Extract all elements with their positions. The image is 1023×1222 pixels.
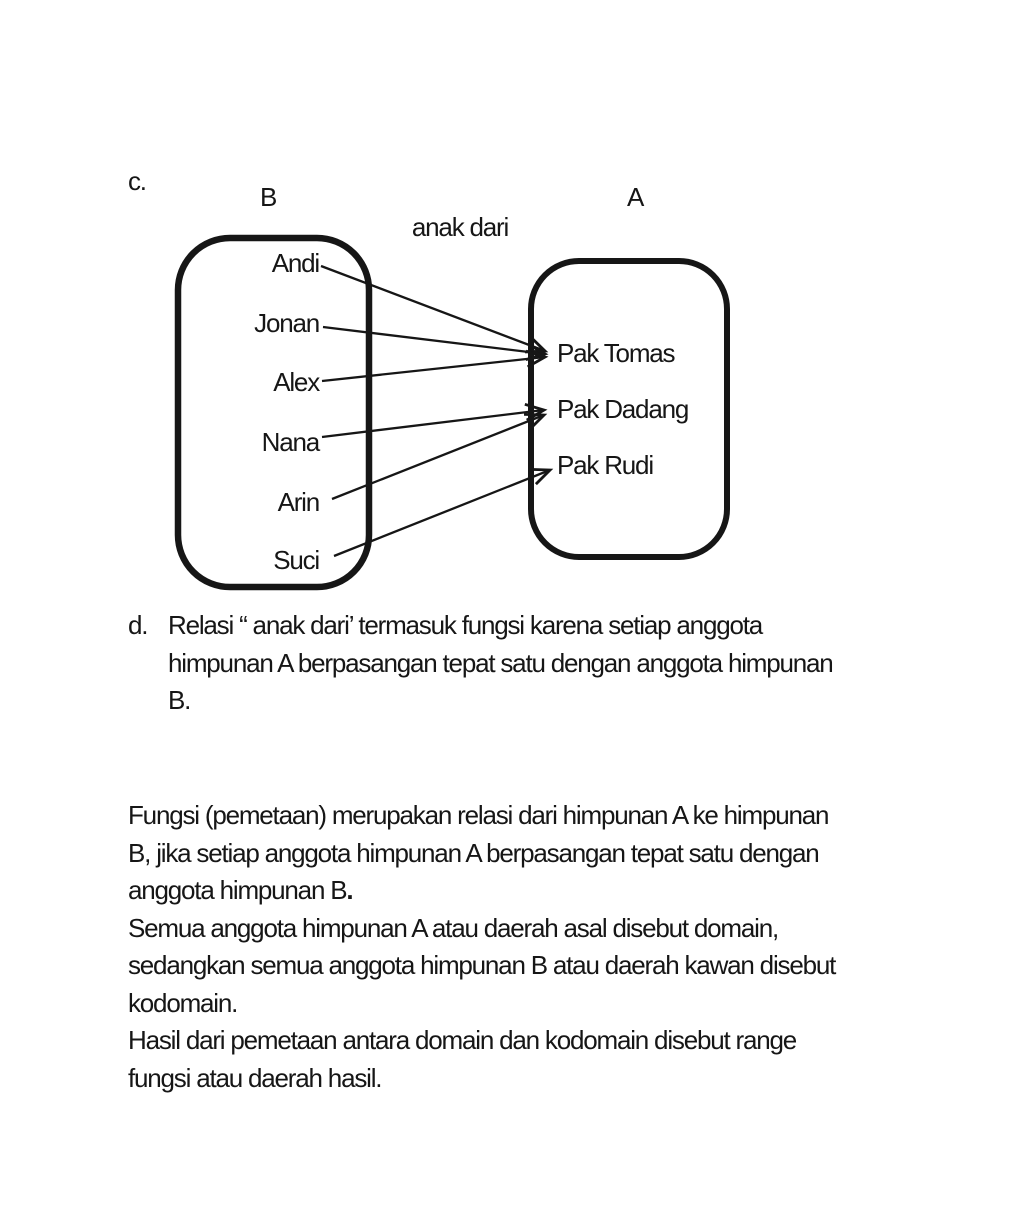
- set-b-member-alex: Alex: [273, 367, 319, 397]
- item-d-line-2: himpunan A berpasangan tepat satu dengan anggota himpunan: [168, 647, 833, 678]
- paragraph-domain-line-1: Semua anggota himpunan A atau daerah asal disebut domain,: [128, 912, 779, 943]
- relation-label: anak dari: [411, 212, 509, 242]
- paragraph-fungsi-line-3-text: anggota himpunan B: [128, 875, 347, 905]
- arrow-andi-to-pak-tomas: [321, 266, 545, 351]
- paragraph-domain-line-2: sedangkan semua anggota himpunan B atau daerah kawan disebut: [128, 950, 836, 980]
- arrow-nana-to-pak-dadang: [322, 410, 544, 437]
- item-d-text: [168, 607, 833, 720]
- body-text: [128, 797, 948, 1097]
- set-b-member-arin: Arin: [277, 487, 319, 517]
- item-c-marker: c.: [128, 166, 146, 196]
- set-a-member-pak-rudi: Pak Rudi: [557, 450, 653, 480]
- paragraph-fungsi-line-3-period: .: [346, 875, 353, 905]
- set-b-member-andi: Andi: [271, 248, 319, 278]
- paragraph-range-line-1: Hasil dari pemetaan antara domain dan kodomain disebut range: [128, 1025, 797, 1055]
- item-d-marker: d.: [128, 610, 148, 640]
- set-a-label: A: [627, 182, 644, 212]
- set-b-member-nana: Nana: [261, 427, 319, 457]
- set-a-member-pak-tomas: Pak Tomas: [557, 338, 675, 368]
- paragraph-fungsi-line-1: Fungsi (pemetaan) merupakan relasi dari himpunan A ke himpunan: [128, 800, 829, 830]
- set-b-member-jonan: Jonan: [254, 308, 319, 338]
- arrow-jonan-to-pak-tomas: [323, 327, 545, 354]
- item-d-line-1: Relasi “ anak dari’ termasuk fungsi karena setiap anggota: [168, 610, 763, 640]
- paragraph-domain-line-3: kodomain.: [128, 987, 238, 1018]
- arrow-alex-to-pak-tomas: [322, 357, 545, 381]
- set-a-member-pak-dadang: Pak Dadang: [557, 394, 689, 424]
- set-b-label: B: [260, 182, 277, 212]
- item-d-paragraph: [128, 607, 928, 720]
- set-b-member-suci: Suci: [273, 545, 319, 575]
- set-b-box: [178, 238, 369, 587]
- paragraph-fungsi-line-3: [128, 872, 948, 910]
- item-d-line-3: B.: [168, 685, 191, 715]
- arrow-arin-to-pak-dadang: [332, 415, 544, 499]
- paragraph-fungsi-line-2: B, jika setiap anggota himpunan A berpasangan tepat satu dengan: [128, 837, 819, 868]
- paragraph-range-line-2: fungsi atau daerah hasil.: [128, 1062, 382, 1093]
